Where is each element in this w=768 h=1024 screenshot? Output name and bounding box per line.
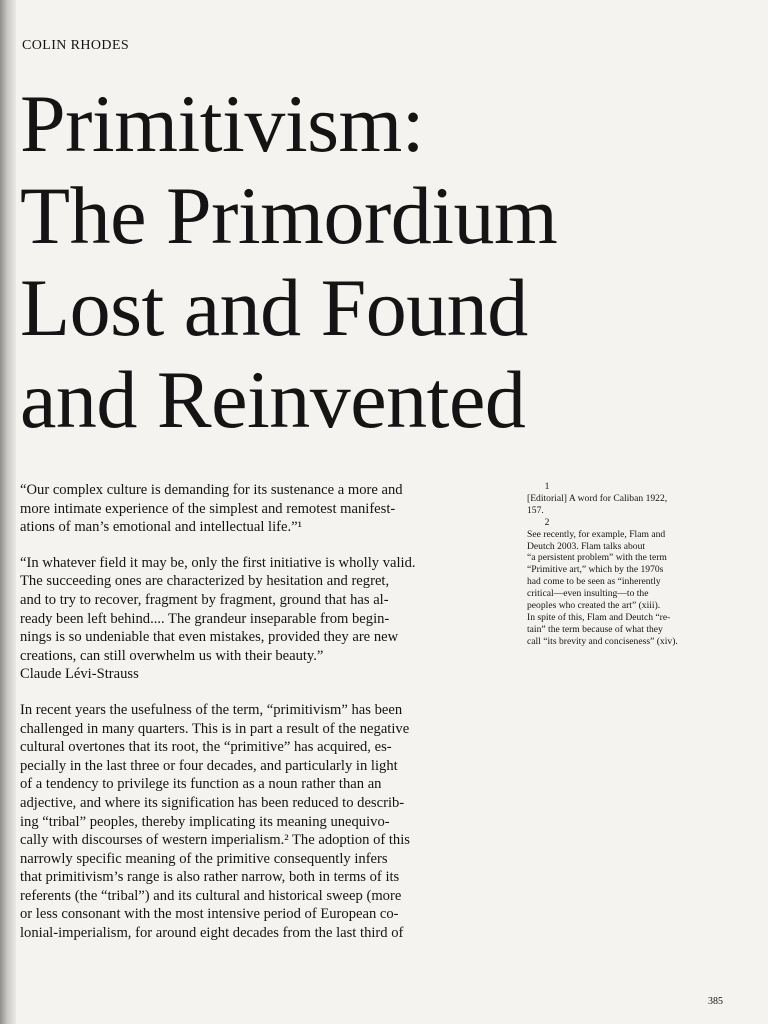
text-line: cultural overtones that its root, the “primitive” has acquired, es- — [20, 739, 392, 756]
epigraph-2 — [20, 554, 498, 666]
title-line: Primitivism: — [20, 78, 425, 169]
text-line: The succeeding ones are characterized by hesitation and regret, — [20, 573, 390, 590]
footnote-2 — [527, 529, 733, 648]
epigraph-1 — [20, 481, 498, 537]
text-line: “Our complex culture is demanding for its sustenance a more and — [20, 482, 403, 498]
epigraph-attribution: Claude Lévi-Strauss — [20, 666, 139, 683]
footnote-1 — [527, 493, 733, 517]
text-line: lonial-imperialism, for around eight decades from the last third of — [20, 925, 404, 942]
book-spine-shadow — [0, 0, 16, 1024]
note-line: tain” the term because of what they — [527, 623, 663, 635]
footnotes-column — [527, 481, 733, 648]
footnote-number: 2 — [544, 516, 550, 528]
text-line: “In whatever field it may be, only the first initiative is wholly valid. — [20, 554, 416, 571]
author-name: COLIN RHODES — [22, 38, 130, 53]
note-line: Deutch 2003. Flam talks about — [527, 540, 646, 552]
text-line: ready been left behind.... The grandeur inseparable from begin- — [20, 610, 390, 627]
title-line: The Primordium — [20, 170, 558, 261]
text-line: creations, can still overwhelm us with their beauty.” — [20, 647, 324, 664]
main-text-column — [20, 481, 498, 943]
text-line: narrowly specific meaning of the primitive consequently infers — [20, 850, 388, 867]
text-line: pecially in the last three or four decades, and particularly in light — [20, 757, 398, 774]
note-line: See recently, for example, Flam and — [527, 528, 666, 540]
note-line: critical—even insulting—to the — [527, 588, 649, 600]
text-line: more intimate experience of the simplest and remotest manifest- — [20, 500, 396, 517]
note-line: 157. — [527, 504, 544, 516]
text-line: In recent years the usefulness of the term, “primitivism” has been — [20, 701, 403, 718]
text-line: of a tendency to privilege its function as a noun rather than an — [20, 776, 382, 793]
note-line: “Primitive art,” which by the 1970s — [527, 564, 664, 576]
note-line: “a persistent problem” with the term — [527, 552, 667, 564]
note-line: call “its brevity and conciseness” (xiv). — [527, 635, 678, 647]
text-line: cally with discourses of western imperialism.² The adoption of this — [20, 832, 410, 849]
text-line: nings is so undeniable that even mistakes, provided they are new — [20, 629, 399, 646]
note-line: had come to be seen as “inherently — [527, 576, 661, 588]
text-line: or less consonant with the most intensive period of European co- — [20, 906, 399, 923]
note-line: peoples who created the art” (xiii). — [527, 600, 661, 612]
page-number: 385 — [708, 996, 723, 1007]
body-paragraph — [20, 701, 498, 943]
text-line: ations of man’s emotional and intellectual life.”¹ — [20, 519, 302, 536]
note-line: [Editorial] A word for Caliban 1922, — [527, 492, 668, 504]
title-line: Lost and Found — [20, 262, 528, 353]
article-title — [20, 78, 760, 446]
text-line: that primitivism’s range is also rather narrow, both in terms of its — [20, 869, 400, 886]
text-line: ing “tribal” peoples, thereby implicating its meaning unequivo- — [20, 813, 390, 830]
footnote-number: 1 — [544, 481, 550, 492]
note-line: In spite of this, Flam and Deutch “re- — [527, 611, 671, 623]
text-line: and to try to recover, fragment by fragment, ground that has al- — [20, 591, 389, 608]
title-line: and Reinvented — [20, 354, 526, 445]
text-line: challenged in many quarters. This is in part a result of the negative — [20, 720, 410, 737]
text-line: adjective, and where its signification has been reduced to describ- — [20, 794, 405, 811]
text-line: referents (the “tribal”) and its cultural and historical sweep (more — [20, 887, 402, 904]
